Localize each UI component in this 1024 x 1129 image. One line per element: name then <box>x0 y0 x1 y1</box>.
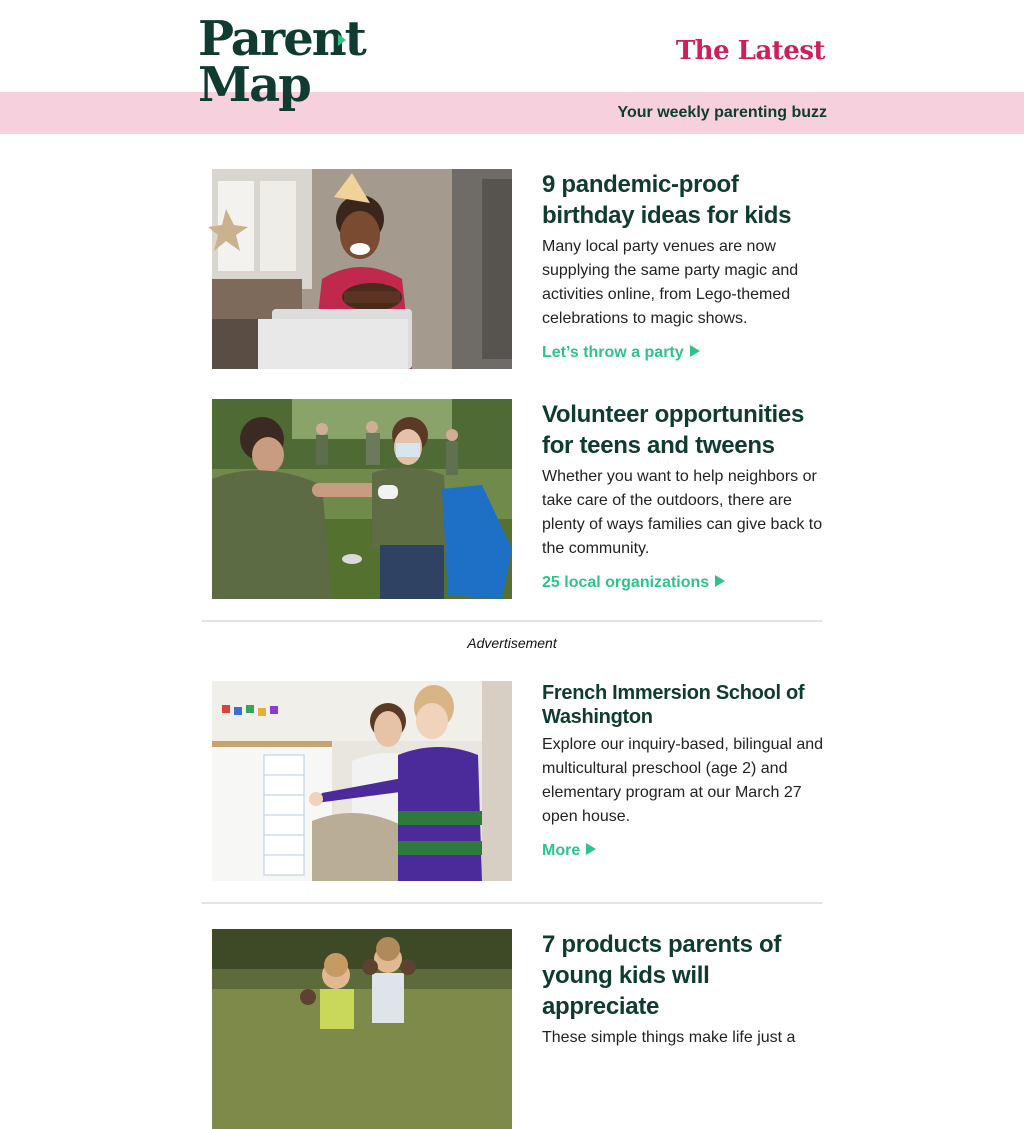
article-cta-label: 25 local organizations <box>542 574 710 591</box>
article-description: Many local party venues are now supplying the same party magic and activities online, from Lego-themed celebrations to magic shows. <box>542 238 799 327</box>
article-copy <box>542 929 824 1050</box>
article-description: Whether you want to help neighbors or take care of the outdoors, there are plenty of ways families can give back to the community. <box>542 468 823 557</box>
logo-word-parent: Parent <box>198 11 365 67</box>
article-image-birthday[interactable] <box>212 169 512 369</box>
article-description: These simple things make life just a <box>542 1029 796 1046</box>
article-title[interactable]: 9 pandemic-proof birthday ideas for kids <box>542 171 792 229</box>
play-arrow-icon <box>690 345 700 357</box>
ad-title[interactable]: French Immersion School of Washington <box>542 682 805 728</box>
advertisement-label: Advertisement <box>467 635 557 651</box>
divider <box>202 620 822 622</box>
section-title: The Latest <box>675 36 825 66</box>
article-image-volunteer[interactable] <box>212 399 512 599</box>
article-copy <box>542 399 824 595</box>
ad-description: Explore our inquiry-based, bilingual and multicultural preschool (age 2) and elementary program at our March 27 open house. <box>542 736 824 825</box>
ad-image[interactable] <box>212 681 512 881</box>
article-cta-label: Let’s throw a party <box>542 344 684 361</box>
play-triangle-icon <box>338 34 346 46</box>
birthday-girl-photo <box>212 169 512 369</box>
play-arrow-icon <box>715 575 725 587</box>
article-title[interactable]: Volunteer opportunities for teens and tweens <box>542 401 804 459</box>
article-cta-link[interactable] <box>542 341 700 365</box>
article-cta-link[interactable] <box>542 571 725 595</box>
article-copy <box>542 169 824 365</box>
ad-cta-link[interactable] <box>542 839 596 863</box>
logo-word-map: Map <box>198 57 310 113</box>
ad-copy <box>542 681 824 863</box>
divider <box>202 902 822 904</box>
tagline: Your weekly parenting buzz <box>617 104 827 121</box>
volunteers-photo <box>212 399 512 599</box>
parentmap-logo[interactable] <box>198 11 365 120</box>
article-title[interactable]: 7 products parents of young kids will appreciate <box>542 931 782 1020</box>
ad-cta-label: More <box>542 842 581 859</box>
classroom-photo <box>212 681 512 881</box>
article-image-products[interactable] <box>212 929 512 1129</box>
kids-mud-photo <box>212 929 512 1129</box>
tagline-banner <box>0 92 1024 134</box>
play-arrow-icon <box>586 843 596 855</box>
